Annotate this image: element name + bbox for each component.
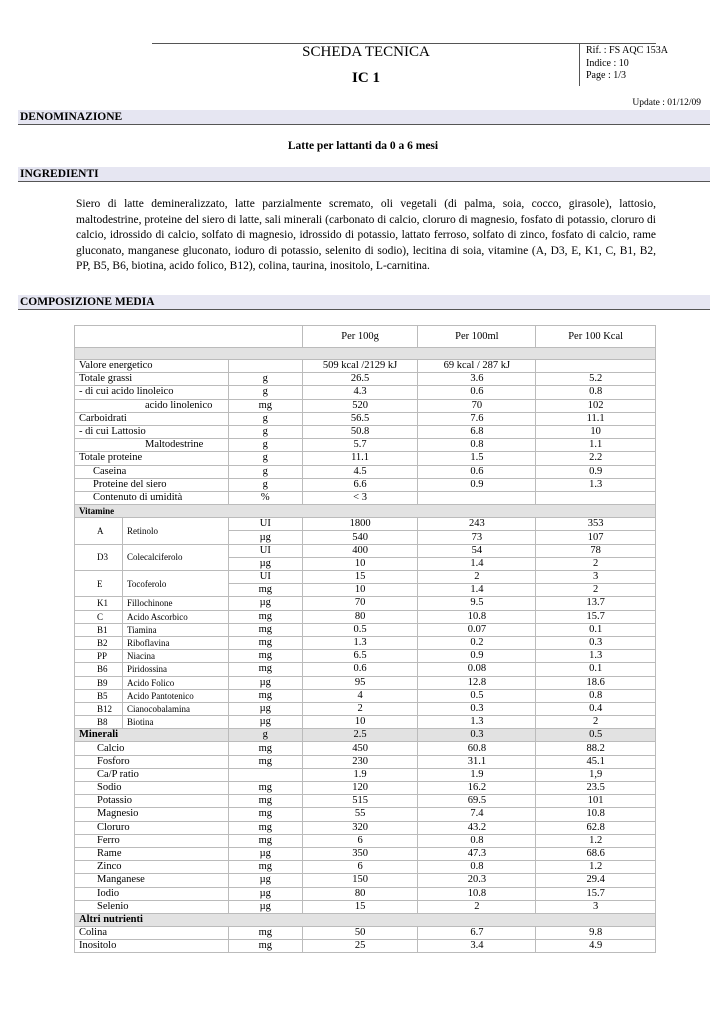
unit-cell: mg <box>228 610 302 623</box>
value-per-100ml: 73 <box>418 531 536 544</box>
value-per-100g: 80 <box>302 610 418 623</box>
value-per-100g: 15 <box>302 571 418 584</box>
vitamin-code: B5 <box>75 689 123 702</box>
page-number: Page : 1/3 <box>586 70 626 81</box>
value-per-100ml: 0.8 <box>418 861 536 874</box>
vitamin-name: Niacina <box>122 650 228 663</box>
value-per-100ml: 9.5 <box>418 597 536 610</box>
value-per-100g: 50 <box>302 927 418 940</box>
value-per-100ml: 0.3 <box>418 702 536 715</box>
value-per-100g: 540 <box>302 531 418 544</box>
value-per-100kcal: 68.6 <box>536 847 656 860</box>
value-per-100g: 10 <box>302 716 418 729</box>
mineral-label: Selenio <box>75 900 229 913</box>
table-header-row <box>75 326 656 348</box>
value-per-100ml: 0.5 <box>418 689 536 702</box>
value-per-100g: 1.3 <box>302 636 418 649</box>
table-row <box>75 571 656 584</box>
mineral-label: Rame <box>75 847 229 860</box>
value-per-100ml: 6.7 <box>418 927 536 940</box>
value-per-100g: 400 <box>302 544 418 557</box>
value-per-100kcal: 45.1 <box>536 755 656 768</box>
value-per-100kcal: 3 <box>536 900 656 913</box>
value-per-100g: 2 <box>302 702 418 715</box>
index-number: Indice : 10 <box>586 57 629 69</box>
nutrient-label: Colina <box>75 927 229 940</box>
composition-table <box>74 325 656 953</box>
value-per-100ml: 2 <box>418 571 536 584</box>
unit-cell: mg <box>228 782 302 795</box>
mineral-label: Manganese <box>75 874 229 887</box>
mineral-label: Iodio <box>75 887 229 900</box>
update-date: Update : 01/12/09 <box>632 98 701 108</box>
value-per-100kcal: 102 <box>536 399 656 412</box>
value-per-100ml: 0.08 <box>418 663 536 676</box>
value-per-100g: 25 <box>302 940 418 953</box>
vitamin-name: Tocoferolo <box>122 571 228 597</box>
unit-cell: mg <box>228 623 302 636</box>
vitamin-name: Piridossina <box>122 663 228 676</box>
section-composizione: COMPOSIZIONE MEDIA <box>18 295 710 310</box>
mineral-label: Ca/P ratio <box>75 768 229 781</box>
mineral-label: Zinco <box>75 861 229 874</box>
unit-cell: mg <box>228 927 302 940</box>
table-row <box>75 373 656 386</box>
nutrient-label: Carboidrati <box>75 412 229 425</box>
group-row-altri <box>75 913 656 926</box>
vitamin-name: Fillochinone <box>122 597 228 610</box>
unit-cell: mg <box>228 663 302 676</box>
value-per-100g: 50.8 <box>302 425 418 438</box>
column-header: Per 100ml <box>418 326 536 348</box>
table-row <box>75 808 656 821</box>
value-per-100kcal: 1.3 <box>536 650 656 663</box>
value-per-100kcal: 2 <box>536 557 656 570</box>
unit-cell: g <box>228 439 302 452</box>
value-per-100ml: 6.8 <box>418 425 536 438</box>
group-row-minerali <box>75 729 656 742</box>
vitamin-code: PP <box>75 650 123 663</box>
value-per-100kcal: 23.5 <box>536 782 656 795</box>
value-per-100kcal: 0.1 <box>536 663 656 676</box>
value-per-100g: 509 kcal /2129 kJ <box>302 360 418 373</box>
value-per-100ml: 1.9 <box>418 768 536 781</box>
vitamin-code: C <box>75 610 123 623</box>
unit-cell: µg <box>228 716 302 729</box>
value-per-100kcal: 18.6 <box>536 676 656 689</box>
value-per-100kcal <box>536 360 656 373</box>
value-per-100kcal: 5.2 <box>536 373 656 386</box>
unit-cell: mg <box>228 650 302 663</box>
vitamin-name: Riboflavina <box>122 636 228 649</box>
value-per-100ml: 7.6 <box>418 412 536 425</box>
value-per-100ml: 70 <box>418 399 536 412</box>
unit-cell: g <box>228 478 302 491</box>
column-header: Per 100g <box>302 326 418 348</box>
unit-cell: µg <box>228 702 302 715</box>
value-per-100kcal: 3 <box>536 571 656 584</box>
group-title: Altri nutrienti <box>75 913 656 926</box>
table-row <box>75 742 656 755</box>
unit-cell: mg <box>228 940 302 953</box>
mineral-label: Magnesio <box>75 808 229 821</box>
value-per-100kcal: 353 <box>536 518 656 531</box>
value-per-100kcal <box>536 491 656 504</box>
table-row <box>75 689 656 702</box>
value-per-100g: 515 <box>302 795 418 808</box>
mineral-label: Ferro <box>75 834 229 847</box>
value-per-100g: 4.3 <box>302 386 418 399</box>
table-row <box>75 900 656 913</box>
value-per-100kcal: 78 <box>536 544 656 557</box>
unit-cell: µg <box>228 847 302 860</box>
product-name: Latte per lattanti da 0 a 6 mesi <box>287 140 439 152</box>
unit-cell: g <box>228 465 302 478</box>
vitamin-name: Retinolo <box>122 518 228 544</box>
value-per-100g: < 3 <box>302 491 418 504</box>
unit-cell: UI <box>228 518 302 531</box>
nutrient-label: Maltodestrine <box>75 439 229 452</box>
value-per-100kcal: 10 <box>536 425 656 438</box>
value-per-100kcal: 15.7 <box>536 887 656 900</box>
value-per-100kcal: 2 <box>536 584 656 597</box>
table-row <box>75 702 656 715</box>
value-per-100ml: 0.3 <box>418 729 536 742</box>
unit-cell: µg <box>228 557 302 570</box>
table-row <box>75 676 656 689</box>
table-row <box>75 861 656 874</box>
value-per-100g: 150 <box>302 874 418 887</box>
table-row <box>75 782 656 795</box>
unit-cell: mg <box>228 808 302 821</box>
value-per-100g: 450 <box>302 742 418 755</box>
table-row <box>75 425 656 438</box>
value-per-100g: 55 <box>302 808 418 821</box>
reference-block <box>586 45 668 83</box>
value-per-100ml: 1.5 <box>418 452 536 465</box>
mineral-label: Fosforo <box>75 755 229 768</box>
nutrient-label: Caseina <box>75 465 229 478</box>
group-row-vitamine <box>75 505 656 518</box>
unit-cell: g <box>228 425 302 438</box>
value-per-100kcal: 1.3 <box>536 478 656 491</box>
value-per-100g: 56.5 <box>302 412 418 425</box>
table-row <box>75 834 656 847</box>
section-ingredienti: INGREDIENTI <box>18 167 710 182</box>
value-per-100kcal: 11.1 <box>536 412 656 425</box>
table-row <box>75 412 656 425</box>
nutrient-label: Totale grassi <box>75 373 229 386</box>
unit-cell: µg <box>228 531 302 544</box>
vitamin-code: B12 <box>75 702 123 715</box>
table-spacer-row <box>75 348 656 360</box>
table-row <box>75 518 656 531</box>
value-per-100kcal: 2.2 <box>536 452 656 465</box>
section-denominazione: DENOMINAZIONE <box>18 110 710 125</box>
value-per-100ml: 2 <box>418 900 536 913</box>
unit-cell: % <box>228 491 302 504</box>
value-per-100ml: 43.2 <box>418 821 536 834</box>
value-per-100kcal: 1.1 <box>536 439 656 452</box>
nutrient-label: acido linolenico <box>75 399 229 412</box>
vitamin-code: B8 <box>75 716 123 729</box>
unit-cell: mg <box>228 689 302 702</box>
unit-cell: g <box>228 412 302 425</box>
value-per-100kcal: 2 <box>536 716 656 729</box>
value-per-100g: 0.6 <box>302 663 418 676</box>
table-row <box>75 360 656 373</box>
value-per-100ml: 10.8 <box>418 887 536 900</box>
nutrient-label: - di cui Lattosio <box>75 425 229 438</box>
value-per-100ml: 0.9 <box>418 650 536 663</box>
unit-cell: mg <box>228 795 302 808</box>
value-per-100g: 230 <box>302 755 418 768</box>
value-per-100kcal: 88.2 <box>536 742 656 755</box>
table-row <box>75 491 656 504</box>
vitamin-name: Colecalciferolo <box>122 544 228 570</box>
value-per-100kcal: 0.9 <box>536 465 656 478</box>
value-per-100kcal: 15.7 <box>536 610 656 623</box>
nutrient-label: Contenuto di umidità <box>75 491 229 504</box>
table-row <box>75 940 656 953</box>
table-row <box>75 452 656 465</box>
value-per-100kcal: 29.4 <box>536 874 656 887</box>
mineral-label: Calcio <box>75 742 229 755</box>
unit-cell: UI <box>228 571 302 584</box>
value-per-100ml: 0.6 <box>418 465 536 478</box>
value-per-100g: 6 <box>302 861 418 874</box>
table-row <box>75 795 656 808</box>
value-per-100ml: 47.3 <box>418 847 536 860</box>
table-row <box>75 465 656 478</box>
table-row <box>75 821 656 834</box>
vitamin-name: Biotina <box>122 716 228 729</box>
value-per-100g: 6.5 <box>302 650 418 663</box>
vitamin-code: B9 <box>75 676 123 689</box>
unit-cell: mg <box>228 636 302 649</box>
vitamin-code: B6 <box>75 663 123 676</box>
unit-cell: µg <box>228 874 302 887</box>
value-per-100g: 350 <box>302 847 418 860</box>
group-title: Vitamine <box>75 505 656 518</box>
value-per-100ml: 0.8 <box>418 834 536 847</box>
table-row <box>75 847 656 860</box>
value-per-100ml: 0.8 <box>418 439 536 452</box>
value-per-100ml <box>418 491 536 504</box>
value-per-100g: 10 <box>302 584 418 597</box>
value-per-100kcal: 1.2 <box>536 834 656 847</box>
column-header: Per 100 Kcal <box>536 326 656 348</box>
vitamin-name: Tiamina <box>122 623 228 636</box>
table-row <box>75 544 656 557</box>
reference-number: Rif. : FS AQC 153A <box>586 45 668 56</box>
value-per-100ml: 1.4 <box>418 584 536 597</box>
value-per-100ml: 243 <box>418 518 536 531</box>
value-per-100g: 6 <box>302 834 418 847</box>
vitamin-code: B1 <box>75 623 123 636</box>
vitamin-code: B2 <box>75 636 123 649</box>
value-per-100kcal: 0.3 <box>536 636 656 649</box>
value-per-100g: 2.5 <box>302 729 418 742</box>
mineral-label: Potassio <box>75 795 229 808</box>
value-per-100kcal: 0.5 <box>536 729 656 742</box>
vitamin-code: A <box>75 518 123 544</box>
value-per-100ml: 7.4 <box>418 808 536 821</box>
unit-cell: µg <box>228 597 302 610</box>
unit-cell: µg <box>228 900 302 913</box>
vitamin-name: Cianocobalamina <box>122 702 228 715</box>
table-row <box>75 927 656 940</box>
value-per-100g: 15 <box>302 900 418 913</box>
value-per-100g: 95 <box>302 676 418 689</box>
unit-cell: mg <box>228 861 302 874</box>
unit-cell: UI <box>228 544 302 557</box>
table-row <box>75 663 656 676</box>
value-per-100ml: 54 <box>418 544 536 557</box>
value-per-100kcal: 1.2 <box>536 861 656 874</box>
value-per-100g: 120 <box>302 782 418 795</box>
unit-cell: mg <box>228 834 302 847</box>
value-per-100g: 26.5 <box>302 373 418 386</box>
table-row <box>75 399 656 412</box>
nutrient-label: Proteine del siero <box>75 478 229 491</box>
value-per-100ml: 69.5 <box>418 795 536 808</box>
value-per-100g: 5.7 <box>302 439 418 452</box>
nutrient-label: Valore energetico <box>75 360 229 373</box>
unit-cell: g <box>228 373 302 386</box>
nutrient-label: Inositolo <box>75 940 229 953</box>
value-per-100kcal: 62.8 <box>536 821 656 834</box>
mineral-label: Sodio <box>75 782 229 795</box>
value-per-100ml: 0.2 <box>418 636 536 649</box>
value-per-100kcal: 13.7 <box>536 597 656 610</box>
unit-cell: mg <box>228 821 302 834</box>
value-per-100ml: 1.4 <box>418 557 536 570</box>
value-per-100g: 4 <box>302 689 418 702</box>
value-per-100g: 10 <box>302 557 418 570</box>
table-row <box>75 597 656 610</box>
table-row <box>75 874 656 887</box>
value-per-100ml: 3.6 <box>418 373 536 386</box>
value-per-100kcal: 9.8 <box>536 927 656 940</box>
spacer-cell <box>75 348 656 360</box>
header-divider <box>579 44 580 86</box>
unit-cell: g <box>228 386 302 399</box>
unit-cell: µg <box>228 676 302 689</box>
vitamin-name: Acido Pantotenico <box>122 689 228 702</box>
table-row <box>75 716 656 729</box>
table-row <box>75 386 656 399</box>
value-per-100g: 1800 <box>302 518 418 531</box>
unit-cell: mg <box>228 584 302 597</box>
value-per-100kcal: 0.8 <box>536 386 656 399</box>
value-per-100kcal: 10.8 <box>536 808 656 821</box>
ingredients-text: Siero di latte demineralizzato, latte parzialmente scremato, oli vegetali (di palma, soia, cocco, girasole), lattosio, maltodestrine, proteine del siero di latte, sali minerali (carbonato di calcio, cloruro di magnesio, fosfato di potassio, cloruro di calcio, idrossido di calcio, solfato di magnesio, idrossido di potassio, lattato ferroso, solfato di zinco, fosfato di calcio, rame gluconato, manganese gluconato, ioduro di potassio, selenito di sodio), lecitina di soia, vitamine (A, D3, E, K1, C, B1, B2, PP, B5, B6, biotina, acido folico, B12), colina, taurina, inositolo, L-carnitina. <box>76 198 656 273</box>
table-row <box>75 755 656 768</box>
unit-cell: mg <box>228 742 302 755</box>
unit-cell: mg <box>228 399 302 412</box>
header-cell-empty <box>75 326 303 348</box>
value-per-100ml: 10.8 <box>418 610 536 623</box>
group-title: Minerali <box>75 729 229 742</box>
vitamin-name: Acido Ascorbico <box>122 610 228 623</box>
value-per-100g: 70 <box>302 597 418 610</box>
value-per-100g: 6.6 <box>302 478 418 491</box>
unit-cell: g <box>228 729 302 742</box>
value-per-100ml: 0.6 <box>418 386 536 399</box>
value-per-100ml: 16.2 <box>418 782 536 795</box>
vitamin-code: E <box>75 571 123 597</box>
table-row <box>75 887 656 900</box>
value-per-100ml: 0.9 <box>418 478 536 491</box>
value-per-100ml: 3.4 <box>418 940 536 953</box>
value-per-100g: 0.5 <box>302 623 418 636</box>
vitamin-name: Acido Folico <box>122 676 228 689</box>
value-per-100kcal: 107 <box>536 531 656 544</box>
value-per-100g: 1.9 <box>302 768 418 781</box>
value-per-100ml: 20.3 <box>418 874 536 887</box>
value-per-100g: 80 <box>302 887 418 900</box>
value-per-100g: 520 <box>302 399 418 412</box>
table-row <box>75 478 656 491</box>
value-per-100kcal: 4.9 <box>536 940 656 953</box>
table-row <box>75 768 656 781</box>
value-per-100ml: 12.8 <box>418 676 536 689</box>
value-per-100g: 11.1 <box>302 452 418 465</box>
value-per-100kcal: 0.8 <box>536 689 656 702</box>
table-row <box>75 610 656 623</box>
unit-cell: µg <box>228 887 302 900</box>
table-row <box>75 636 656 649</box>
value-per-100g: 320 <box>302 821 418 834</box>
mineral-label: Cloruro <box>75 821 229 834</box>
vitamin-code: D3 <box>75 544 123 570</box>
nutrient-label: - di cui acido linoleico <box>75 386 229 399</box>
product-code: IC 1 <box>352 70 380 86</box>
table-row <box>75 623 656 636</box>
unit-cell <box>228 360 302 373</box>
unit-cell: g <box>228 452 302 465</box>
value-per-100ml: 31.1 <box>418 755 536 768</box>
value-per-100g: 4.5 <box>302 465 418 478</box>
value-per-100ml: 60.8 <box>418 742 536 755</box>
table-row <box>75 439 656 452</box>
value-per-100kcal: 1,9 <box>536 768 656 781</box>
value-per-100ml: 0.07 <box>418 623 536 636</box>
value-per-100ml: 69 kcal / 287 kJ <box>418 360 536 373</box>
value-per-100kcal: 0.4 <box>536 702 656 715</box>
value-per-100ml: 1.3 <box>418 716 536 729</box>
vitamin-code: K1 <box>75 597 123 610</box>
value-per-100kcal: 0.1 <box>536 623 656 636</box>
nutrient-label: Totale proteine <box>75 452 229 465</box>
table-row <box>75 650 656 663</box>
document-title: SCHEDA TECNICA <box>302 44 430 60</box>
unit-cell: mg <box>228 755 302 768</box>
unit-cell <box>228 768 302 781</box>
value-per-100kcal: 101 <box>536 795 656 808</box>
